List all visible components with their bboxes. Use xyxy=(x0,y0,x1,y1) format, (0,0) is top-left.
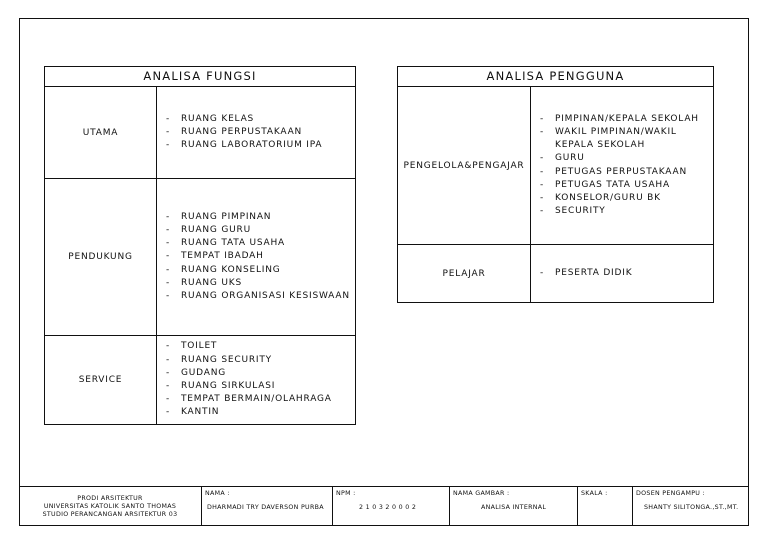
fungsi-category: PENDUKUNG xyxy=(45,179,157,335)
skala-label: SKALA : xyxy=(581,490,608,497)
list-item: - KONSELOR/GURU BK xyxy=(540,192,661,203)
title-block-npm xyxy=(333,487,450,526)
list-item: - RUANG UKS xyxy=(166,277,242,288)
npm-label: NPM : xyxy=(336,490,356,497)
title-block-skala xyxy=(578,487,633,526)
list-item: - RUANG GURU xyxy=(166,224,251,235)
title-block-dosen xyxy=(633,487,748,526)
dosen-label: DOSEN PENGAMPU : xyxy=(636,490,705,497)
nama-gambar-label: NAMA GAMBAR : xyxy=(453,490,510,497)
fungsi-row-service xyxy=(45,336,355,424)
title-block-prodi xyxy=(19,487,202,526)
nama-value: DHARMADI TRY DAVERSON PURBA xyxy=(207,504,324,511)
npm-value: 2 1 0 3 2 0 0 0 2 xyxy=(359,504,417,511)
list-item: - RUANG LABORATORIUM IPA xyxy=(166,140,323,151)
list-item: - PETUGAS PERPUSTAKAAN xyxy=(540,166,687,177)
fungsi-category: UTAMA xyxy=(45,87,157,178)
list-item: - RUANG PERPUSTAKAAN xyxy=(166,126,303,137)
pengguna-item-list xyxy=(531,245,713,302)
list-item: - RUANG ORGANISASI KESISWAAN xyxy=(166,291,350,301)
list-item: - GURU xyxy=(540,153,585,164)
fungsi-row-pendukung xyxy=(45,179,355,336)
list-item: - TEMPAT IBADAH xyxy=(166,251,264,262)
fungsi-row-utama xyxy=(45,87,355,179)
pengguna-item-list xyxy=(531,87,713,244)
fungsi-item-list xyxy=(157,179,355,335)
dosen-value: SHANTY SILITONGA.,ST.,MT. xyxy=(644,504,739,511)
nama-label: NAMA : xyxy=(205,490,230,497)
list-item: - RUANG SECURITY xyxy=(166,354,272,365)
list-item: - RUANG KELAS xyxy=(166,113,255,124)
list-item: - RUANG PIMPINAN xyxy=(166,211,272,222)
list-item: - TEMPAT BERMAIN/OLAHRAGA xyxy=(166,394,332,405)
title-block xyxy=(19,486,749,526)
title-block-nama-gambar xyxy=(450,487,578,526)
prodi-line: PRODI ARSITEKTUR xyxy=(77,494,143,502)
pengguna-row-pelajar xyxy=(398,245,713,302)
fungsi-category: SERVICE xyxy=(45,336,157,424)
studio-line: STUDIO PERANCANGAN ARSITEKTUR 03 xyxy=(42,510,178,518)
pengguna-category: PENGELOLA&PENGAJAR xyxy=(398,87,531,244)
list-item: - WAKIL PIMPINAN/WAKIL KEPALA SEKOLAH xyxy=(540,126,677,151)
title-block-nama xyxy=(202,487,333,526)
analisa-pengguna-title: ANALISA PENGGUNA xyxy=(398,67,713,87)
list-item: - KANTIN xyxy=(166,407,220,418)
fungsi-item-list xyxy=(157,336,355,424)
fungsi-item-list xyxy=(157,87,355,178)
analisa-fungsi-table xyxy=(44,66,356,425)
pengguna-category: PELAJAR xyxy=(398,245,531,302)
list-item: - PIMPINAN/KEPALA SEKOLAH xyxy=(540,113,699,124)
list-item: - TOILET xyxy=(166,341,218,352)
nama-gambar-value: ANALISA INTERNAL xyxy=(481,504,547,511)
pengguna-row-pengelola xyxy=(398,87,713,245)
analisa-fungsi-title: ANALISA FUNGSI xyxy=(45,67,355,87)
list-item: - PESERTA DIDIK xyxy=(540,267,633,278)
list-item: - RUANG KONSELING xyxy=(166,264,281,275)
list-item: - PETUGAS TATA USAHA xyxy=(540,179,670,190)
list-item: - RUANG TATA USAHA xyxy=(166,238,285,249)
list-item: - SECURITY xyxy=(540,206,606,217)
list-item: - RUANG SIRKULASI xyxy=(166,381,276,391)
list-item: - GUDANG xyxy=(166,367,226,378)
analisa-pengguna-table xyxy=(397,66,714,303)
university-line: UNIVERSITAS KATOLIK SANTO THOMAS xyxy=(43,502,177,510)
